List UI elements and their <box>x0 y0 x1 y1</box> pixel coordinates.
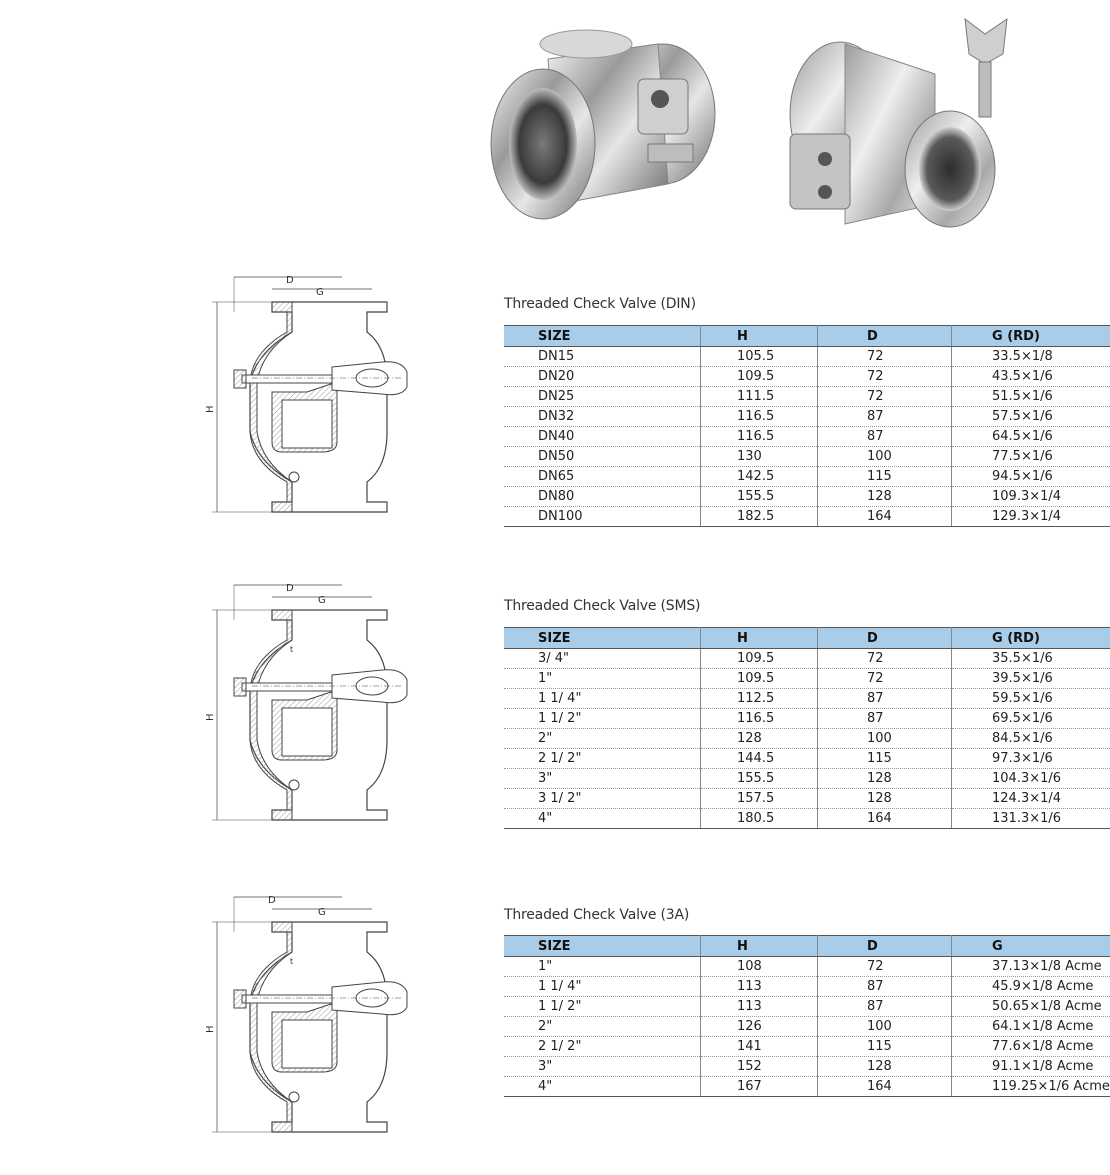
table-cell: 164 <box>818 1077 952 1097</box>
table-cell: 4" <box>504 809 701 829</box>
table-row <box>504 997 1110 1017</box>
table-cell: DN50 <box>504 447 701 467</box>
3a-valve-drawing <box>205 885 412 1147</box>
table-row <box>504 769 1110 789</box>
table-cell: 3" <box>504 1057 701 1077</box>
table-cell: 164 <box>818 809 952 829</box>
table-cell: 180.5 <box>701 809 818 829</box>
column-header: G (RD) <box>952 326 1110 347</box>
threaded-valve-photo <box>488 14 724 234</box>
table-cell: 1" <box>504 957 701 977</box>
column-header: G <box>952 936 1110 957</box>
table-cell: DN40 <box>504 427 701 447</box>
table-cell: 128 <box>701 729 818 749</box>
table-cell: 97.3×1/6 <box>952 749 1110 769</box>
table-cell: DN20 <box>504 367 701 387</box>
3a-spec-table <box>504 935 1110 1097</box>
3a-section-title: Threaded Check Valve (3A) <box>504 907 690 923</box>
table-cell: 128 <box>818 487 952 507</box>
table-cell: 113 <box>701 997 818 1017</box>
table-cell: 3/ 4" <box>504 649 701 669</box>
table-cell: 167 <box>701 1077 818 1097</box>
table-cell: 4" <box>504 1077 701 1097</box>
column-header: D <box>818 936 952 957</box>
table-cell: 164 <box>818 507 952 527</box>
table-cell: 113 <box>701 977 818 997</box>
column-header: H <box>701 936 818 957</box>
dim-g-label: G <box>318 907 326 918</box>
table-row <box>504 1057 1110 1077</box>
table-cell: 155.5 <box>701 487 818 507</box>
table-row <box>504 1037 1110 1057</box>
table-row <box>504 669 1110 689</box>
table-cell: 77.6×1/8 Acme <box>952 1037 1110 1057</box>
table-cell: 39.5×1/6 <box>952 669 1110 689</box>
table-row <box>504 709 1110 729</box>
column-header: G (RD) <box>952 628 1110 649</box>
column-header: SIZE <box>504 326 701 347</box>
dim-h-label: H <box>205 713 216 721</box>
table-row <box>504 347 1110 367</box>
table-cell: 100 <box>818 729 952 749</box>
table-cell: 3" <box>504 769 701 789</box>
table-cell: 144.5 <box>701 749 818 769</box>
dim-d-label: D <box>286 275 294 286</box>
table-cell: 87 <box>818 407 952 427</box>
table-cell: 51.5×1/6 <box>952 387 1110 407</box>
column-header: D <box>818 326 952 347</box>
table-cell: 72 <box>818 957 952 977</box>
table-cell: 108 <box>701 957 818 977</box>
table-cell: 109.5 <box>701 649 818 669</box>
table-cell: 124.3×1/4 <box>952 789 1110 809</box>
table-cell: 116.5 <box>701 427 818 447</box>
table-row <box>504 809 1110 829</box>
table-cell: 64.5×1/6 <box>952 427 1110 447</box>
table-cell: 1 1/ 2" <box>504 709 701 729</box>
dim-t-label: t <box>290 957 294 966</box>
table-cell: 115 <box>818 1037 952 1057</box>
table-cell: 126 <box>701 1017 818 1037</box>
table-cell: 104.3×1/6 <box>952 769 1110 789</box>
table-cell: 57.5×1/6 <box>952 407 1110 427</box>
table-cell: 1 1/ 2" <box>504 997 701 1017</box>
table-cell: 100 <box>818 1017 952 1037</box>
table-cell: 72 <box>818 669 952 689</box>
table-cell: 1 1/ 4" <box>504 977 701 997</box>
table-cell: 115 <box>818 467 952 487</box>
table-cell: 72 <box>818 649 952 669</box>
table-header-row <box>504 628 1110 649</box>
table-cell: 130 <box>701 447 818 467</box>
table-cell: 157.5 <box>701 789 818 809</box>
table-cell: 1" <box>504 669 701 689</box>
table-cell: 37.13×1/8 Acme <box>952 957 1110 977</box>
table-cell: 87 <box>818 689 952 709</box>
table-row <box>504 1077 1110 1097</box>
table-row <box>504 467 1110 487</box>
column-header: H <box>701 326 818 347</box>
table-cell: 109.3×1/4 <box>952 487 1110 507</box>
table-cell: 72 <box>818 387 952 407</box>
table-cell: 87 <box>818 427 952 447</box>
column-header: SIZE <box>504 628 701 649</box>
sms-spec-table <box>504 627 1110 829</box>
dim-t-label: t <box>290 645 294 654</box>
table-cell: 43.5×1/6 <box>952 367 1110 387</box>
table-cell: 128 <box>818 769 952 789</box>
table-cell: 84.5×1/6 <box>952 729 1110 749</box>
table-cell: 141 <box>701 1037 818 1057</box>
dim-d-label: D <box>268 895 276 906</box>
table-cell: 1 1/ 4" <box>504 689 701 709</box>
table-cell: 2" <box>504 729 701 749</box>
table-row <box>504 407 1110 427</box>
table-header-row <box>504 326 1110 347</box>
table-cell: DN65 <box>504 467 701 487</box>
table-cell: 59.5×1/6 <box>952 689 1110 709</box>
table-cell: 2" <box>504 1017 701 1037</box>
column-header: H <box>701 628 818 649</box>
table-cell: 116.5 <box>701 407 818 427</box>
table-cell: 64.1×1/8 Acme <box>952 1017 1110 1037</box>
table-cell: DN80 <box>504 487 701 507</box>
table-cell: 109.5 <box>701 669 818 689</box>
table-cell: DN32 <box>504 407 701 427</box>
table-row <box>504 507 1110 527</box>
table-cell: 115 <box>818 749 952 769</box>
table-row <box>504 487 1110 507</box>
table-cell: 94.5×1/6 <box>952 467 1110 487</box>
dim-g-label: G <box>316 287 324 298</box>
din-section-title: Threaded Check Valve (DIN) <box>504 296 696 312</box>
column-header: D <box>818 628 952 649</box>
table-cell: 45.9×1/8 Acme <box>952 977 1110 997</box>
table-row <box>504 689 1110 709</box>
table-cell: 112.5 <box>701 689 818 709</box>
din-valve-drawing <box>205 272 412 520</box>
table-cell: 129.3×1/4 <box>952 507 1110 527</box>
table-cell: 111.5 <box>701 387 818 407</box>
table-cell: 131.3×1/6 <box>952 809 1110 829</box>
table-cell: 3 1/ 2" <box>504 789 701 809</box>
table-row <box>504 789 1110 809</box>
table-row <box>504 649 1110 669</box>
table-cell: 116.5 <box>701 709 818 729</box>
table-cell: 128 <box>818 1057 952 1077</box>
table-cell: 87 <box>818 709 952 729</box>
table-cell: 109.5 <box>701 367 818 387</box>
table-row <box>504 427 1110 447</box>
dim-h-label: H <box>205 405 216 413</box>
table-cell: DN25 <box>504 387 701 407</box>
table-row <box>504 387 1110 407</box>
table-row <box>504 977 1110 997</box>
dim-h-label: H <box>205 1025 216 1033</box>
column-header: SIZE <box>504 936 701 957</box>
table-cell: 33.5×1/8 <box>952 347 1110 367</box>
sms-section-title: Threaded Check Valve (SMS) <box>504 598 701 614</box>
table-cell: 100 <box>818 447 952 467</box>
table-row <box>504 367 1110 387</box>
table-cell: 142.5 <box>701 467 818 487</box>
table-row <box>504 1017 1110 1037</box>
table-cell: 87 <box>818 997 952 1017</box>
table-cell: 2 1/ 2" <box>504 1037 701 1057</box>
table-cell: 128 <box>818 789 952 809</box>
table-row <box>504 957 1110 977</box>
table-row <box>504 729 1110 749</box>
table-cell: DN15 <box>504 347 701 367</box>
table-row <box>504 447 1110 467</box>
table-cell: 119.25×1/6 Acme <box>952 1077 1110 1097</box>
table-cell: 105.5 <box>701 347 818 367</box>
sms-valve-drawing <box>205 575 412 833</box>
table-cell: 35.5×1/6 <box>952 649 1110 669</box>
table-row <box>504 749 1110 769</box>
table-cell: DN100 <box>504 507 701 527</box>
table-cell: 155.5 <box>701 769 818 789</box>
table-cell: 72 <box>818 347 952 367</box>
dim-g-label: G <box>318 595 326 606</box>
table-header-row <box>504 936 1110 957</box>
table-cell: 50.65×1/8 Acme <box>952 997 1110 1017</box>
table-cell: 2 1/ 2" <box>504 749 701 769</box>
dim-d-label: D <box>286 583 294 594</box>
clamp-valve-photo <box>785 14 1025 236</box>
table-cell: 182.5 <box>701 507 818 527</box>
din-spec-table <box>504 325 1110 527</box>
table-cell: 152 <box>701 1057 818 1077</box>
table-cell: 91.1×1/8 Acme <box>952 1057 1110 1077</box>
table-cell: 87 <box>818 977 952 997</box>
table-cell: 77.5×1/6 <box>952 447 1110 467</box>
table-cell: 69.5×1/6 <box>952 709 1110 729</box>
table-cell: 72 <box>818 367 952 387</box>
